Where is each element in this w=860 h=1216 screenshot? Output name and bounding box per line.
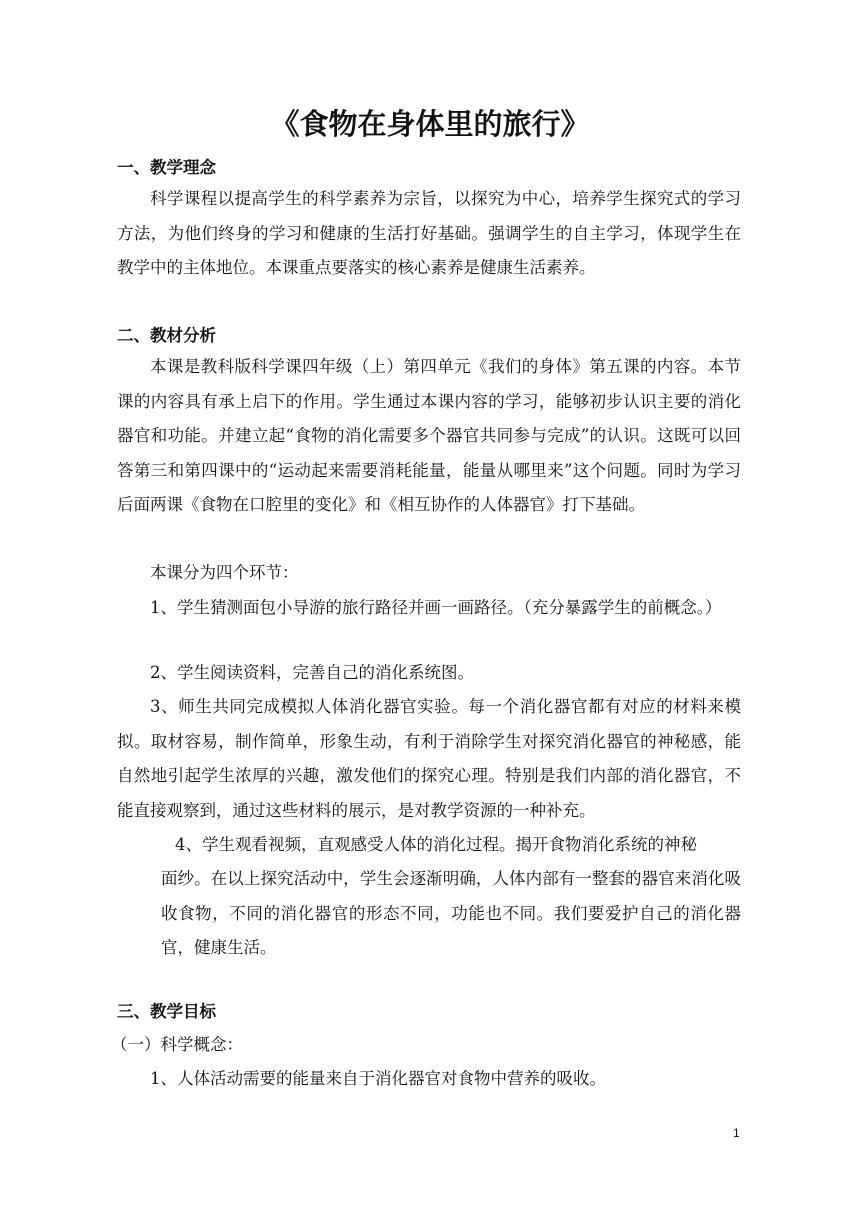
page-number: 1 [733,1126,740,1140]
paragraph-four-parts-intro: 本课分为四个环节： [150,563,299,582]
paragraph-step-4-continued: 面纱。在以上探究活动中，学生会逐渐明确，人体内部有一整套的器官来消化吸收食物，不同的消化器官的形态不同，功能也不同。我们要爱护自己的消化器官，健康生活。 [161,869,741,957]
paragraph-step-3: 3、师生共同完成模拟人体消化器官实验。每一个消化器官都有对应的材料来模拟。取材容易，制作简单，形象生动，有利于消除学生对探究消化器官的神秘感，能自然地引起学生浓厚的兴趣，激发他们的探究心理。特别是我们内部的消化器官，不能直接观察到，通过这些材料的展示，是对教学资源的一种补充。 [117,697,741,820]
document-title: 《食物在身体里的旅行》 [270,107,590,141]
paragraph-step-1: 1、学生猜测面包小导游的旅行路径并画一画路径。（充分暴露学生的前概念。） [150,598,722,617]
paragraph-philosophy: 科学课程以提高学生的科学素养为宗旨，以探究为中心，培养学生探究式的学习方法，为他们终身的学习和健康的生活打好基础。强调学生的自主学习，体现学生在教学中的主体地位。本课重点要落实的核心素养是健康生活素养。 [117,189,741,277]
paragraph-goal-1: 1、人体活动需要的能量来自于消化器官对食物中营养的吸收。 [150,1069,606,1088]
paragraph-step-2: 2、学生阅读资料，完善自己的消化系统图。 [150,663,474,682]
paragraph-step-4: 4、学生观看视频，直观感受人体的消化过程。揭开食物消化系统的神秘 [175,835,697,854]
section-heading-material-analysis: 二、教材分析 [117,326,216,345]
subheading-science-concept: （一）科学概念： [111,1035,243,1054]
section-heading-teaching-goals: 三、教学目标 [117,1002,216,1021]
section-heading-philosophy: 一、教学理念 [117,158,216,177]
paragraph-material-analysis: 本课是教科版科学课四年级（上）第四单元《我们的身体》第五课的内容。本节课的内容具有承上启下的作用。学生通过本课内容的学习，能够初步认识主要的消化器官和功能。并建立起“食物的消化需要多个器官共同参与完成”的认识。这既可以回答第三和第四课中的“运动起来需要消耗能量，能量从哪里来”这个问题。同时为学习后面两课《食物在口腔里的变化》和《相互协作的人体器官》打下基础。 [117,357,741,514]
